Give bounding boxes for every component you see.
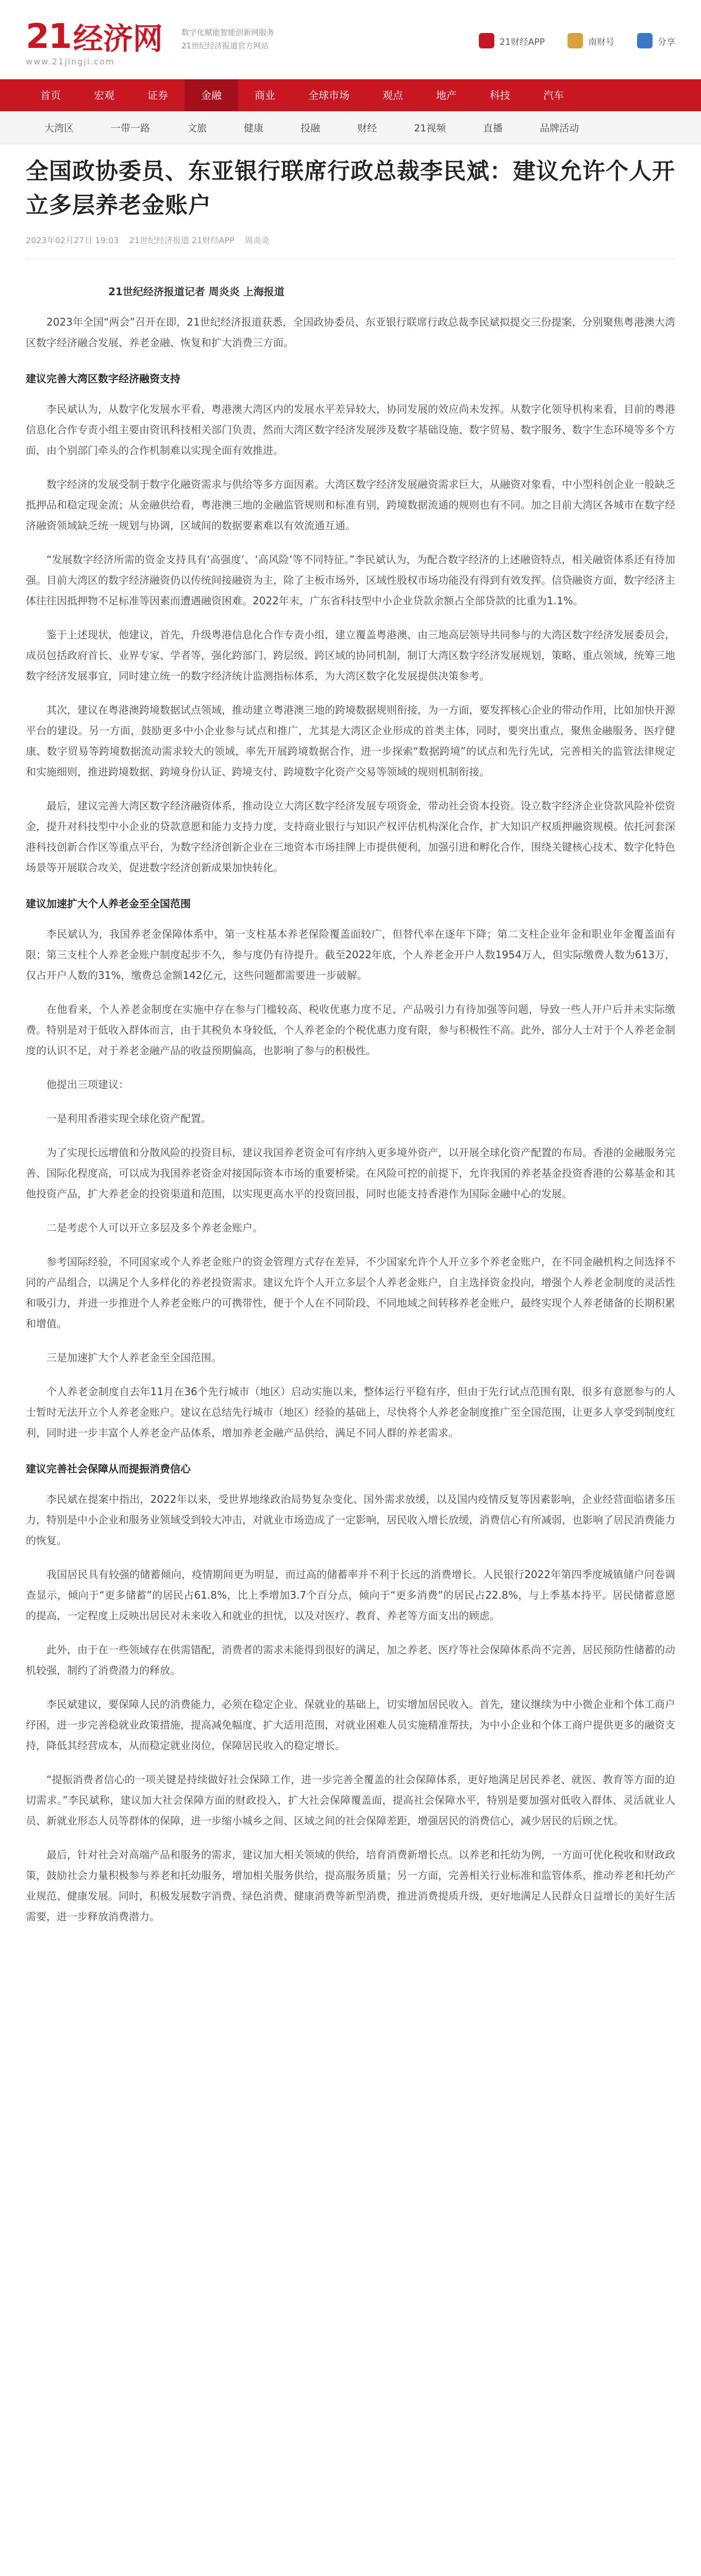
paragraph: “提振消费者信心的一项关键是持续做好社会保障工作，进一步完善全覆盖的社会保障体系，更好地满足居民养老、就医、教育等方面的迫切需求。”李民斌称，建议加大社会保障方面的财政投入，扩大社会保障覆盖面，提高社会保障水平，特别是要加强对低收入群体、灵活就业人员、新就业形态人员等群体的保障，进一步缩小城乡之间、区域之间的社会保障差距，增强居民的消费信心，减少居民的后顾之忧。 xyxy=(26,1773,675,1827)
nav-securities[interactable]: 证券 xyxy=(147,89,168,101)
paragraph: 此外，由于在一些领域存在供需错配，消费者的需求未能得到很好的满足，加之养老、医疗等社会保障体系尚不完善，居民预防性储蓄的动机较强，制约了消费潜力的释放。 xyxy=(26,1643,675,1676)
nav-real-estate[interactable]: 地产 xyxy=(436,89,457,101)
section-heading: 建议加速扩大个人养老金至全国范围 xyxy=(26,897,191,910)
paragraph: 二是考虑个人可以开立多层及多个养老金账户。 xyxy=(46,1222,263,1234)
nav-global-market[interactable]: 全球市场 xyxy=(308,89,349,101)
subnav-item[interactable]: 一带一路 xyxy=(111,123,151,134)
subnav-item[interactable]: 财经 xyxy=(357,123,377,134)
nav-auto[interactable]: 汽车 xyxy=(543,89,564,101)
share-icon xyxy=(637,33,653,48)
paragraph: 为了实现长远增值和分散风险的投资目标，建议我国养老资金可有序纳入更多境外资产，以开展全球化资产配置的布局。香港的金融服务完善、国际化程度高，可以成为我国养老资金对接国际资本市场的重要桥梁。在风险可控的前提下，允许我国的养老基金投资香港的公募基金和其他投资产品，扩大养老金的投资渠道和范围，以实现更高水平的投资回报，同时也能支持香港作为国际金融中心的发展。 xyxy=(26,1146,675,1200)
paragraph: 李民斌认为，我国养老金保障体系中，第一支柱基本养老保险覆盖面较广，但替代率在逐年下降；第二支柱企业年金和职业年金覆盖面有限；第三支柱个人养老金账户制度起步不久，参与度仍有待提升。截至2022年底，个人养老金开户人数1954万人，但实际缴费人数为613万，仅占开户人数的31%，缴费总金额142亿元，这些问题都需要进一步破解。 xyxy=(26,928,675,981)
site-header xyxy=(0,0,701,79)
nav-business[interactable]: 商业 xyxy=(255,89,275,101)
nav-finance[interactable]: 金融 xyxy=(185,79,238,111)
subnav-item[interactable]: 品牌活动 xyxy=(540,123,579,134)
app-link-nancaihao[interactable] xyxy=(568,33,614,48)
nav-home[interactable]: 首页 xyxy=(40,89,61,101)
subnav-item[interactable]: 大湾区 xyxy=(44,123,74,134)
sub-nav xyxy=(0,111,701,144)
subnav-item[interactable]: 文旅 xyxy=(187,123,207,134)
logo-url: www.21jingji.com xyxy=(26,57,115,66)
paragraph: 最后，针对社会对高端产品和服务的需求，建议加大相关领域的供给，培育消费新增长点。以养老和托幼为例，一方面可优化税收和财政政策，鼓励社会力量积极参与养老和托幼服务，增加相关服务供给，提高服务质量；另一方面，完善相关行业标准和监管体系，推动养老和托幼产业规范、健康发展。同时，积极发展数字消费、绿色消费、健康消费等新型消费，推进消费提质升级，更好地满足人民群众日益增长的美好生活需要，进一步释放消费潜力。 xyxy=(26,1849,675,1923)
app-label: 分享 xyxy=(658,37,675,47)
paragraph: 在他看来，个人养老金制度在实施中存在参与门槛较高、税收优惠力度不足、产品吸引力有待加强等问题，导致一些人开户后并未实际缴费。特别是对于低收入群体而言，由于其税负本身较低，个人养老金的个税优惠力度有限，参与积极性不高。此外，部分人士对于个人养老金制度的认识不足，对于养老金融产品的收益预期偏高，也影响了参与的积极性。 xyxy=(26,1003,675,1057)
paragraph: 其次，建议在粤港澳跨境数据试点领域，推动建立粤港澳三地的跨境数据规则衔接，为一方面，要发挥核心企业的带动作用，比如加快开源平台的建设。另一方面，鼓励更多中小企业参与试点和推广，尤其是大湾区企业形成的首类主体，同时，要突出重点，聚焦金融服务、医疗健康、数字贸易等跨境数据流动需求较大的领域，率先开展跨境数据合作，进一步探索“数据跨境”的试点和先行先试，完善相关的监管法律规定和实施细则，推进跨境数据、跨境身份认证、跨境支付、跨境数字化资产交易等领域的规则机制衔接。 xyxy=(26,704,675,778)
divider xyxy=(26,259,675,260)
header-apps xyxy=(479,33,675,48)
author: 周炎炎 xyxy=(244,235,270,245)
article xyxy=(26,155,675,1927)
app-label: 南财号 xyxy=(588,37,614,47)
slogan-line: 21世纪经济报道官方网站 xyxy=(181,41,269,50)
nav-opinion[interactable]: 观点 xyxy=(382,89,403,101)
subnav-item[interactable]: 直播 xyxy=(483,123,503,134)
slogan-line: 数字化赋能智能创新网服务 xyxy=(181,28,275,37)
app-link-21caijing[interactable] xyxy=(479,33,545,48)
section-heading: 建议完善大湾区数字经济融资支持 xyxy=(26,372,180,385)
subnav-item[interactable]: 21视频 xyxy=(414,123,446,134)
nav-tech[interactable]: 科技 xyxy=(490,89,510,101)
app-link-share[interactable] xyxy=(637,33,675,48)
paragraph: 最后，建议完善大湾区数字经济融资体系，推动设立大湾区数字经济发展专项资金，带动社会资本投资。设立数字经济企业贷款风险补偿资金，提升对科技型中小企业的贷款意愿和能力支持力度，支持商业银行与知识产权评估机构深化合作，扩大知识产权质押融资规模。依托河套深港科技创新合作区等重点平台，为数字经济创新企业在三地资本市场挂牌上市提供便利，加强引进和孵化合作，围绕关键核心技术、数字化特色场景等开展联合攻关，促进数字经济创新成果加快转化。 xyxy=(26,800,675,874)
logo-text: 经济网 xyxy=(73,21,163,56)
paragraph: 李民斌在提案中指出，2022年以来，受世界地缘政治局势复杂变化、国外需求放缓，以及国内疫情反复等因素影响，企业经营面临诸多压力，特别是中小企业和服务业领域受到较大冲击，对就业市场造成了一定影响，居民收入增长放缓，消费信心有所减弱，也影响了居民消费能力的恢复。 xyxy=(26,1493,675,1547)
app-label: 21财经APP xyxy=(499,37,545,47)
paragraph: 我国居民具有较强的储蓄倾向，疫情期间更为明显，而过高的储蓄率并不利于长远的消费增长。人民银行2022年第四季度城镇储户问卷调查显示，倾向于“更多储蓄”的居民占61.8%，比上季增加3.7个百分点，倾向于“更多消费”的居民占22.8%，与上季基本持平。居民储蓄意愿的提高，一定程度上反映出居民对未来收入和就业的担忧，以及对医疗、教育、养老等方面支出的顾虑。 xyxy=(26,1568,675,1622)
subnav-item[interactable]: 投融 xyxy=(301,123,321,134)
paragraph: 参考国际经验，不同国家或个人养老金账户的资金管理方式存在差异，不少国家允许个人开立多个养老金账户，在不同金融机构之间选择不同的产品组合，以满足个人多样化的养老投资需求。建议允许个人开立多层个人养老金账户，自主选择资金投向，增强个人养老金制度的灵活性和吸引力，并进一步推进个人养老金账户的可携带性，便于个人在不同阶段、不同地域之间转移养老金账户，最终实现个人养老储备的长期积累和增值。 xyxy=(26,1256,675,1330)
main-nav xyxy=(0,79,701,111)
paragraph: 2023年全国“两会”召开在即，21世纪经济报道获悉，全国政协委员、东亚银行联席行政总裁李民斌拟提交三份提案，分别聚焦粤港澳大湾区数字经济融合发展、养老金融、恢复和扩大消费三方面。 xyxy=(26,316,675,349)
article-title: 全国政协委员、东亚银行联席行政总裁李民斌：建议允许个人开立多层养老金账户 xyxy=(26,158,675,218)
source: 21世纪经济报道 21财经APP xyxy=(129,235,235,245)
logo-number: 21 xyxy=(26,16,71,56)
paragraph: 三是加速扩大个人养老金至全国范围。 xyxy=(46,1351,222,1364)
paragraph: 一是利用香港实现全球化资产配置。 xyxy=(46,1112,211,1125)
app-nancaihao-icon xyxy=(568,33,583,48)
reporter-line: 21世纪经济报道记者 周炎炎 上海报道 xyxy=(108,285,285,298)
paragraph: 鉴于上述现状，他建议，首先，升级粤港信息化合作专责小组，建立覆盖粤港澳、由三地高层领导共同参与的大湾区数字经济发展委员会，成员包括政府首长、业界专家、学者等，强化跨部门、跨层级、跨区域的协同机制，制订大湾区数字经济发展规划，策略、重点领域，统筹三地数字经济发展事宜，同时建立统一的数字经济统计监测指标体系，为大湾区数字化发展提供决策参考。 xyxy=(26,629,675,682)
article-meta xyxy=(26,234,675,246)
site-logo[interactable] xyxy=(26,16,163,66)
site-slogan xyxy=(181,26,274,53)
paragraph: 李民斌建议，要保障人民的消费能力，必须在稳定企业、保就业的基础上，切实增加居民收入。首先，建议继续为中小微企业和个体工商户纾困，进一步完善稳就业政策措施，提高减免幅度、扩大适用范围，对就业困难人员实施精准帮扶，为中小企业和个体工商户提供更多的融资支持，降低其经营成本，从而稳定就业岗位，保障居民收入的稳定增长。 xyxy=(26,1698,675,1752)
subnav-item[interactable]: 健康 xyxy=(244,123,264,134)
paragraph: 他提出三项建议： xyxy=(46,1078,129,1091)
paragraph: 个人养老金制度自去年11月在36个先行城市（地区）启动实施以来，整体运行平稳有序，但由于先行试点范围有限，很多有意愿参与的人士暂时无法开立个人养老金账户。建议在总结先行城市（地区）经验的基础上，尽快将个人养老金制度推广至全国范围，让更多人享受到制度红利，同时进一步丰富个人养老金产品体系，增加养老金融产品供给，满足不同人群的养老需求。 xyxy=(26,1385,675,1439)
publish-time: 2023年02月27日 19:03 xyxy=(26,235,119,245)
article-body xyxy=(26,312,675,1927)
paragraph: 李民斌认为，从数字化发展水平看，粤港澳大湾区内的发展水平差异较大，协同发展的效应尚未发挥。从数字化领导机构来看，目前的粤港信息化合作专责小组主要由资讯科技相关部门负责，然而大湾区数字经济发展涉及数字基础设施、数字贸易、数字服务、数字生态环境等多个方面，由个别部门牵头的合作机制难以实现全面有效推进。 xyxy=(26,403,675,456)
paragraph: 数字经济的发展受制于数字化融资需求与供给等多方面因素。大湾区数字经济发展融资需求巨大，从融资对象看，中小型科创企业一般缺乏抵押品和稳定现金流；从金融供给看，粤港澳三地的金融监管规则和标准有别，跨境数据流通的规则也有不同。加之目前大湾区各城市在数字经济融资领域缺乏统一规划与协调，区域间的数据要素难以有效流通互通。 xyxy=(26,478,675,532)
app-21caijing-icon xyxy=(479,33,494,48)
section-heading: 建议完善社会保障从而提振消费信心 xyxy=(26,1463,191,1475)
paragraph: “发展数字经济所需的资金支持具有‘高强度’、‘高风险’等不同特征。”李民斌认为，为配合数字经济的上述融资特点，相关融资体系还有待加强。目前大湾区的数字经济融资仍以传统间接融资为主，除了主板市场外，区域性股权市场功能没有得到有效发挥。信贷融资方面，数字经济主体往往因抵押物不足标准等因素而遭遇融资困难。2022年末，广东省科技型中小企业贷款余额占全部贷款的比重为1.1%。 xyxy=(26,553,675,607)
nav-macro[interactable]: 宏观 xyxy=(94,89,114,101)
